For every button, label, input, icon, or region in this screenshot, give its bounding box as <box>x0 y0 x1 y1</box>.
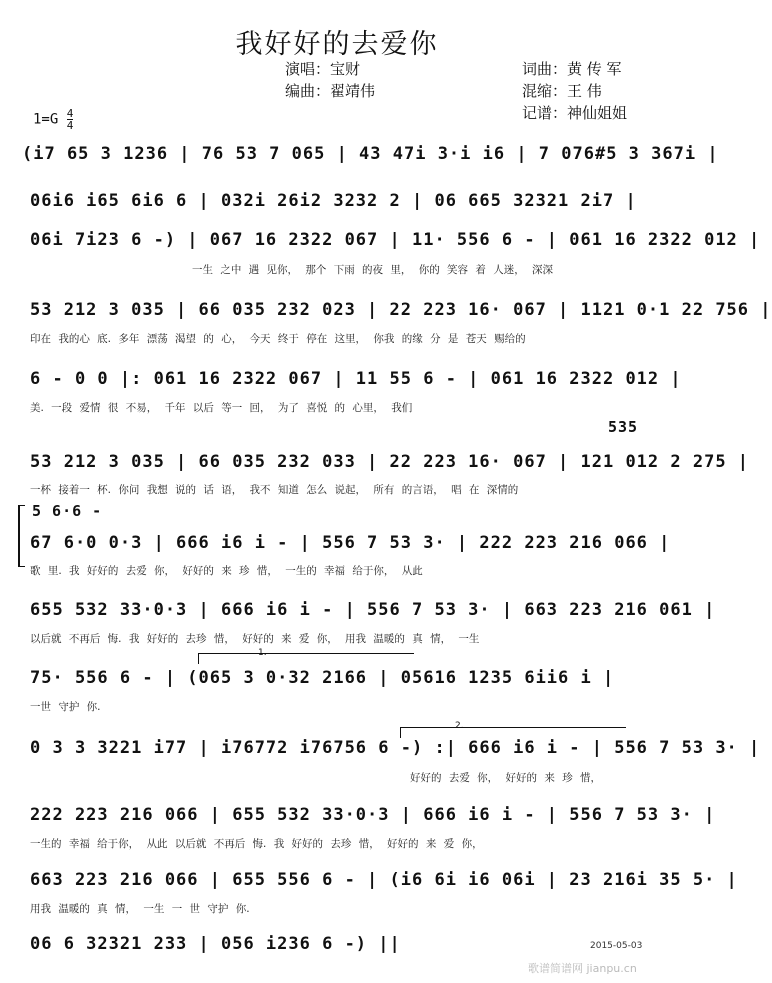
notation-line-11: 222 223 216 066 | 655 532 33·0·3 | 666 i6 i - | 556 7 53 3· | <box>30 805 716 825</box>
key-label: 1=G <box>33 111 59 128</box>
notation-line-13: 06 6 32321 233 | 056 i236 6 -) || <box>30 934 401 954</box>
volta-1-bracket <box>198 653 414 664</box>
lyrics-line-8: 以后就 不再后 悔. 我 好好的 去珍 惜， 好好的 来 爱 你， 用我 温暖的 真 情， 一生 <box>30 633 480 645</box>
notation-line-8: 655 532 33·0·3 | 666 i6 i - | 556 7 53 3· | 663 223 216 061 | <box>30 600 716 620</box>
time-bottom: 4 <box>66 119 74 132</box>
upper-voice-line-6: 535 <box>608 418 639 436</box>
lyrics-line-4: 印在 我的心 底. 多年 漂荡 渴望 的 心， 今天 终于 停在 这里， 你我 的缘 分 是 苍天 赐给的 <box>30 333 526 345</box>
lyrics-line-12: 用我 温暖的 真 情， 一生 一 世 守护 你. <box>30 903 250 915</box>
watermark: 歌谱简谱网 jianpu.cn <box>528 962 637 975</box>
notation-line-3: 06i 7i23 6 -) | 067 16 2322 067 | 11· 556 6 - | 061 16 2322 012 | <box>30 230 761 250</box>
date-stamp: 2015-05-03 <box>590 941 643 951</box>
singer-credit: 演唱：宝财 <box>285 60 361 78</box>
notation-line-2: 06i6 i65 6i6 6 | 032i 26i2 3232 2 | 06 665 32321 2i7 | <box>30 191 637 211</box>
volta-1-label: 1. <box>258 648 267 658</box>
mixing-credit: 混缩：王 伟 <box>522 82 602 100</box>
lyrics-line-3: 一生 之中 遇 见你， 那个 下雨 的夜 里， 你的 笑容 着 人迷， 深深 <box>192 264 554 276</box>
notation-line-12: 663 223 216 066 | 655 556 6 - | (i6 6i i6 06i | 23 216i 35 5· | <box>30 870 738 890</box>
volta-2-bracket <box>400 727 626 738</box>
lyrics-line-7: 歌 里. 我 好好的 去爱 你， 好好的 来 珍 惜， 一生的 幸福 给于你， 从此 <box>30 565 423 577</box>
upper-voice-line-7: 5 6·6 - <box>32 502 103 520</box>
notation-line-4: 53 212 3 035 | 66 035 232 023 | 22 223 16· 067 | 1121 0·1 22 756 | <box>30 300 772 320</box>
time-top: 4 <box>66 107 74 120</box>
notation-line-5: 6 - 0 0 |: 061 16 2322 067 | 11 55 6 - | 061 16 2322 012 | <box>30 369 682 389</box>
time-signature <box>67 108 74 131</box>
transcriber-credit: 记谱：神仙姐姐 <box>522 104 628 122</box>
lyrics-line-5: 美. 一段 爱情 很 不易， 千年 以后 等一 回， 为了 喜悦 的 心里， 我们 <box>30 402 413 414</box>
lyrics-music-credit: 词曲：黄 传 军 <box>522 60 622 78</box>
notation-line-10: 0 3 3 3221 i77 | i76772 i76756 6 -) :| 666 i6 i - | 556 7 53 3· | <box>30 738 761 758</box>
arranger-credit: 编曲：翟靖伟 <box>285 82 376 100</box>
lyrics-line-10: 好好的 去爱 你， 好好的 来 珍 惜， <box>410 772 602 784</box>
song-title: 我好好的去爱你 <box>235 29 439 60</box>
lyrics-line-6: 一杯 接着一 杯. 你问 我想 说的 话 语， 我不 知道 怎么 说起， 所有 的言语， 唱 在 深情的 <box>30 484 519 496</box>
voice-bracket <box>18 505 25 567</box>
lyrics-line-11: 一生的 幸福 给于你， 从此 以后就 不再后 悔. 我 好好的 去珍 惜， 好好的 来 爱 你， <box>30 838 483 850</box>
notation-line-7: 67 6·0 0·3 | 666 i6 i - | 556 7 53 3· | 222 223 216 066 | <box>30 533 671 553</box>
key-signature <box>33 108 73 131</box>
notation-line-1: (i7 65 3 1236 | 76 53 7 065 | 43 47i 3·i i6 | 7 076#5 3 367i | <box>22 144 719 164</box>
notation-line-6: 53 212 3 035 | 66 035 232 033 | 22 223 16· 067 | 121 012 2 275 | <box>30 452 750 472</box>
notation-line-9: 75· 556 6 - | (065 3 0·32 2166 | 05616 1235 6ii6 i | <box>30 668 615 688</box>
volta-2-label: 2. <box>455 721 464 731</box>
lyrics-line-9: 一世 守护 你. <box>30 701 101 713</box>
